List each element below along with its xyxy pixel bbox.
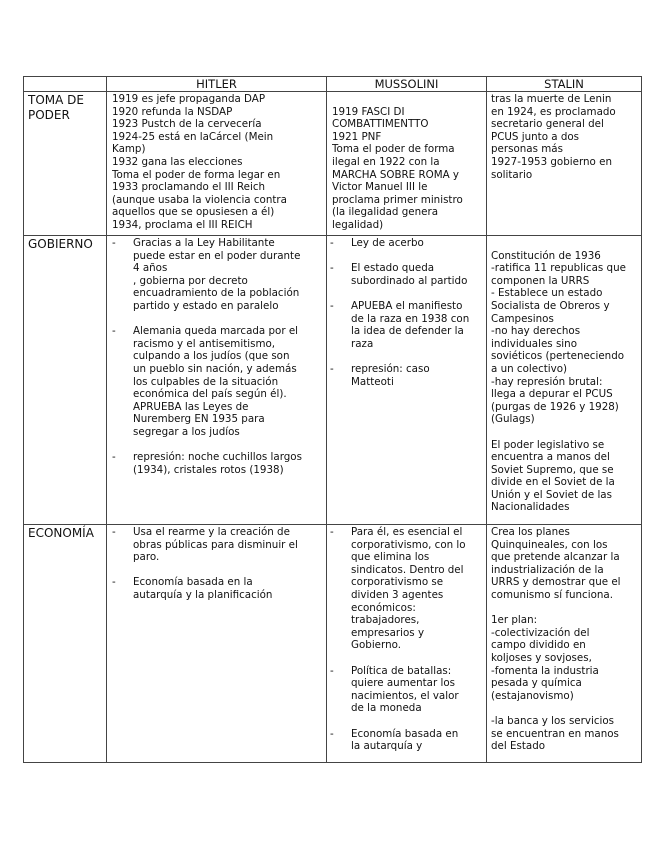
cell-gobierno-stalin (491, 237, 640, 523)
text-line: autarquía y la planificación (133, 588, 273, 601)
bullet-dash: - (330, 299, 334, 312)
text-line: 4 años (133, 262, 168, 275)
text-line: nacimientos, el valor (351, 689, 459, 702)
text-line: dividen 3 agentes (351, 588, 444, 601)
text-line: 1921 PNF (332, 130, 382, 143)
paragraph-spacer (112, 564, 324, 577)
text-line: proclama primer ministro (332, 193, 463, 206)
text-line: Matteoti (351, 375, 394, 388)
row-label-line: PODER (28, 107, 70, 122)
bullet-dash: - (330, 362, 334, 375)
text-line: Gobierno. (351, 639, 401, 652)
table-border-left (23, 76, 24, 763)
text-line: racismo y el antisemitismo, (133, 337, 276, 350)
text-line: -no hay derechos (491, 325, 581, 338)
text-line: raza (351, 337, 374, 350)
text-line: represión: caso (351, 362, 430, 375)
text-line: pesada y química (491, 677, 582, 690)
text-line: industrialización de la (491, 563, 604, 576)
text-line: de la moneda (351, 702, 422, 715)
text-line: Crea los planes (491, 526, 570, 538)
bullet-item (330, 363, 484, 388)
text-line: koljoses y sovjoses, (491, 651, 592, 664)
text-line: (la ilegalidad genera (332, 206, 439, 219)
header-stalin: STALIN (544, 77, 584, 91)
text-line: partido y estado en paralelo (133, 299, 279, 312)
text-line: - Establece un estado (491, 287, 603, 300)
text-line: Gracias a la Ley Habilitante (133, 237, 275, 249)
row-divider-2 (23, 524, 642, 525)
text-line: -colectivización del (491, 626, 590, 639)
column-divider-3 (486, 76, 487, 763)
text-line: económica del país según él). (133, 388, 287, 401)
text-line: tras la muerte de Lenin (491, 93, 612, 105)
header-hitler: HITLER (196, 77, 237, 91)
bullet-item (330, 262, 484, 287)
bullet-dash: - (112, 451, 116, 464)
cell-toma-de-poder-stalin (491, 93, 640, 234)
text-line: puede estar en el poder durante (133, 249, 301, 262)
text-line: aquellos que se opusiesen a él) (112, 206, 275, 219)
text-line: quiere aumentar los (351, 677, 455, 690)
column-divider-1 (106, 76, 107, 763)
text-line: -hay represión brutal: (491, 375, 603, 388)
paragraph-spacer (330, 652, 484, 665)
bullet-item (330, 526, 484, 652)
text-paragraph (491, 614, 640, 702)
text-line: solitario (491, 168, 533, 181)
text-line: los culpables de la situación (133, 375, 279, 388)
cell-toma-de-poder-mussolini (332, 93, 484, 234)
row-label-economia (28, 526, 104, 541)
paragraph-spacer (330, 715, 484, 728)
row-label-gobierno (28, 237, 104, 252)
text-line: Ley de acerbo (351, 237, 424, 249)
header-mussolini: MUSSOLINI (374, 77, 439, 91)
text-line: 1932 gana las elecciones (112, 155, 243, 168)
row-label-line: TOMA DE (28, 93, 84, 107)
text-paragraph (491, 93, 640, 181)
text-line: de la raza en 1938 con (351, 312, 470, 325)
text-line: Política de batallas: (351, 664, 452, 677)
text-line: 1924-25 está en laCárcel (Mein (112, 130, 274, 143)
text-line: El estado queda (351, 262, 435, 275)
paragraph-spacer (330, 350, 484, 363)
text-line: Campesinos (491, 312, 554, 325)
bullet-dash: - (330, 727, 334, 740)
text-line: corporativismo, con lo (351, 538, 466, 551)
text-line: -la banca y los servicios (491, 714, 615, 727)
text-line: represión: noche cuchillos largos (133, 451, 302, 464)
text-line: económicos: (351, 601, 416, 614)
paragraph-spacer (330, 250, 484, 263)
text-line: (Gulags) (491, 413, 535, 426)
text-line: paro. (133, 551, 160, 564)
text-line: componen la URRS (491, 274, 590, 287)
text-line: 1933 proclamando el III Reich (112, 181, 266, 194)
bullet-dash: - (112, 237, 116, 249)
text-line: -fomenta la industria (491, 664, 599, 677)
text-line: corporativismo se (351, 576, 444, 589)
text-line: Unión y el Soviet de las (491, 488, 612, 501)
text-line: secretario general del (491, 118, 604, 131)
text-line: a un colectivo) (491, 362, 568, 375)
text-line: Economía basada en (351, 727, 459, 740)
text-line: Socialista de Obreros y (491, 299, 610, 312)
text-line: que elimina los (351, 551, 430, 564)
text-line: APRUEBA las Leyes de (133, 400, 249, 413)
bullet-item (112, 576, 324, 601)
text-line: Toma el poder de forma legar en (112, 168, 281, 181)
paragraph-spacer (491, 602, 640, 615)
text-line: URRS y demostrar que el (491, 576, 621, 589)
bullet-dash: - (330, 664, 334, 677)
text-line: campo dividido en (491, 639, 586, 652)
cell-economia-stalin (491, 526, 640, 761)
text-line: Alemania queda marcada por el (133, 325, 299, 338)
row-divider-1 (23, 235, 642, 236)
text-line: Quinquineales, con los (491, 538, 608, 551)
text-line: sindicatos. Dentro del (351, 563, 464, 576)
text-line: Para él, es esencial el (351, 526, 463, 538)
text-line: , gobierna por decreto (133, 274, 248, 287)
text-line: Nuremberg EN 1935 para (133, 413, 265, 426)
paragraph-spacer (112, 313, 324, 326)
text-line: El poder legislativo se (491, 438, 605, 451)
text-line: 1920 refunda la NSDAP (112, 105, 233, 118)
paragraph-spacer (491, 237, 640, 250)
paragraph-spacer (332, 93, 484, 106)
paragraph-spacer (491, 426, 640, 439)
text-line: comunismo sí funciona. (491, 588, 613, 601)
text-line: Victor Manuel III le (332, 181, 428, 194)
text-line: Soviet Supremo, que se (491, 463, 614, 476)
text-line: -ratifica 11 republicas que (491, 262, 626, 275)
text-line: segregar a los judíos (133, 425, 240, 438)
text-paragraph (491, 439, 640, 515)
text-line: Nacionalidades (491, 501, 570, 514)
text-paragraph (112, 93, 324, 232)
bullet-dash: - (330, 526, 334, 538)
text-line: en 1924, es proclamado (491, 105, 616, 118)
cell-gobierno-mussolini (330, 237, 484, 523)
cell-economia-mussolini (330, 526, 484, 761)
text-line: un pueblo sin nación, y además (133, 362, 297, 375)
text-line: (aunque usaba la violencia contra (112, 193, 287, 206)
text-line: se encuentran en manos (491, 727, 619, 740)
text-line: empresarios y (351, 626, 425, 639)
text-line: 1er plan: (491, 614, 538, 627)
text-line: trabajadores, (351, 614, 420, 627)
text-line: personas más (491, 143, 563, 156)
text-line: Constitución de 1936 (491, 249, 601, 262)
text-line: 1934, proclama el III REICH (112, 218, 253, 231)
text-line: Kamp) (112, 143, 146, 156)
bullet-item (330, 237, 484, 250)
bullet-dash: - (330, 262, 334, 275)
bullet-dash: - (112, 325, 116, 338)
bullet-item (112, 237, 324, 313)
bullet-item (330, 728, 484, 753)
row-label-toma-de-poder (28, 93, 104, 122)
bullet-item (330, 665, 484, 715)
cell-gobierno-hitler (112, 237, 324, 523)
text-line: encuadramiento de la población (133, 287, 300, 300)
text-line: Usa el rearme y la creación de (133, 526, 290, 538)
text-line: (purgas de 1926 y 1928) (491, 400, 619, 413)
text-line: 1919 FASCI DI (332, 105, 405, 118)
text-line: Economía basada en la (133, 576, 253, 589)
row-label-line: ECONOMÍA (28, 526, 94, 540)
text-line: la autarquía y (351, 740, 423, 753)
text-line: 1923 Pustch de la cervecería (112, 118, 262, 131)
text-paragraph (491, 526, 640, 602)
column-divider-2 (326, 76, 327, 763)
text-line: APUEBA el manifiesto (351, 299, 463, 312)
table-border-right (641, 76, 642, 763)
text-line: la idea de defender la (351, 325, 464, 338)
text-line: MARCHA SOBRE ROMA y (332, 168, 460, 181)
text-paragraph (491, 250, 640, 426)
text-line: encuentra a manos del (491, 451, 610, 464)
paragraph-spacer (112, 439, 324, 452)
text-line: 1919 es jefe propaganda DAP (112, 93, 266, 105)
text-line: culpando a los judíos (que son (133, 350, 290, 363)
text-line: individuales sino (491, 337, 577, 350)
text-line: Toma el poder de forma (332, 143, 455, 156)
text-paragraph (491, 715, 640, 753)
text-paragraph (332, 106, 484, 232)
cell-economia-hitler (112, 526, 324, 761)
text-line: que pretende alcanzar la (491, 551, 620, 564)
cell-toma-de-poder-hitler (112, 93, 324, 234)
bullet-dash: - (112, 526, 116, 538)
text-line: divide en el Soviet de la (491, 476, 615, 489)
bullet-item (112, 325, 324, 438)
text-line: 1927-1953 gobierno en (491, 155, 612, 168)
row-label-line: GOBIERNO (28, 237, 93, 251)
paragraph-spacer (491, 702, 640, 715)
text-line: ilegal en 1922 con la (332, 155, 440, 168)
text-line: COMBATTIMENTTO (332, 118, 429, 131)
bullet-item (330, 300, 484, 350)
table-border-bottom (23, 762, 642, 763)
text-line: soviéticos (perteneciendo (491, 350, 625, 363)
bullet-item (112, 526, 324, 564)
bullet-dash: - (112, 576, 116, 589)
text-line: legalidad) (332, 218, 384, 231)
bullet-dash: - (330, 237, 334, 249)
text-line: llega a depurar el PCUS (491, 388, 613, 401)
text-line: obras públicas para disminuir el (133, 538, 298, 551)
text-line: (1934), cristales rotos (1938) (133, 463, 284, 476)
paragraph-spacer (330, 287, 484, 300)
text-line: PCUS junto a dos (491, 130, 580, 143)
header-divider (23, 91, 642, 92)
bullet-item (112, 451, 324, 476)
text-line: subordinado al partido (351, 274, 468, 287)
text-line: (estajanovismo) (491, 689, 574, 702)
text-line: del Estado (491, 740, 546, 753)
